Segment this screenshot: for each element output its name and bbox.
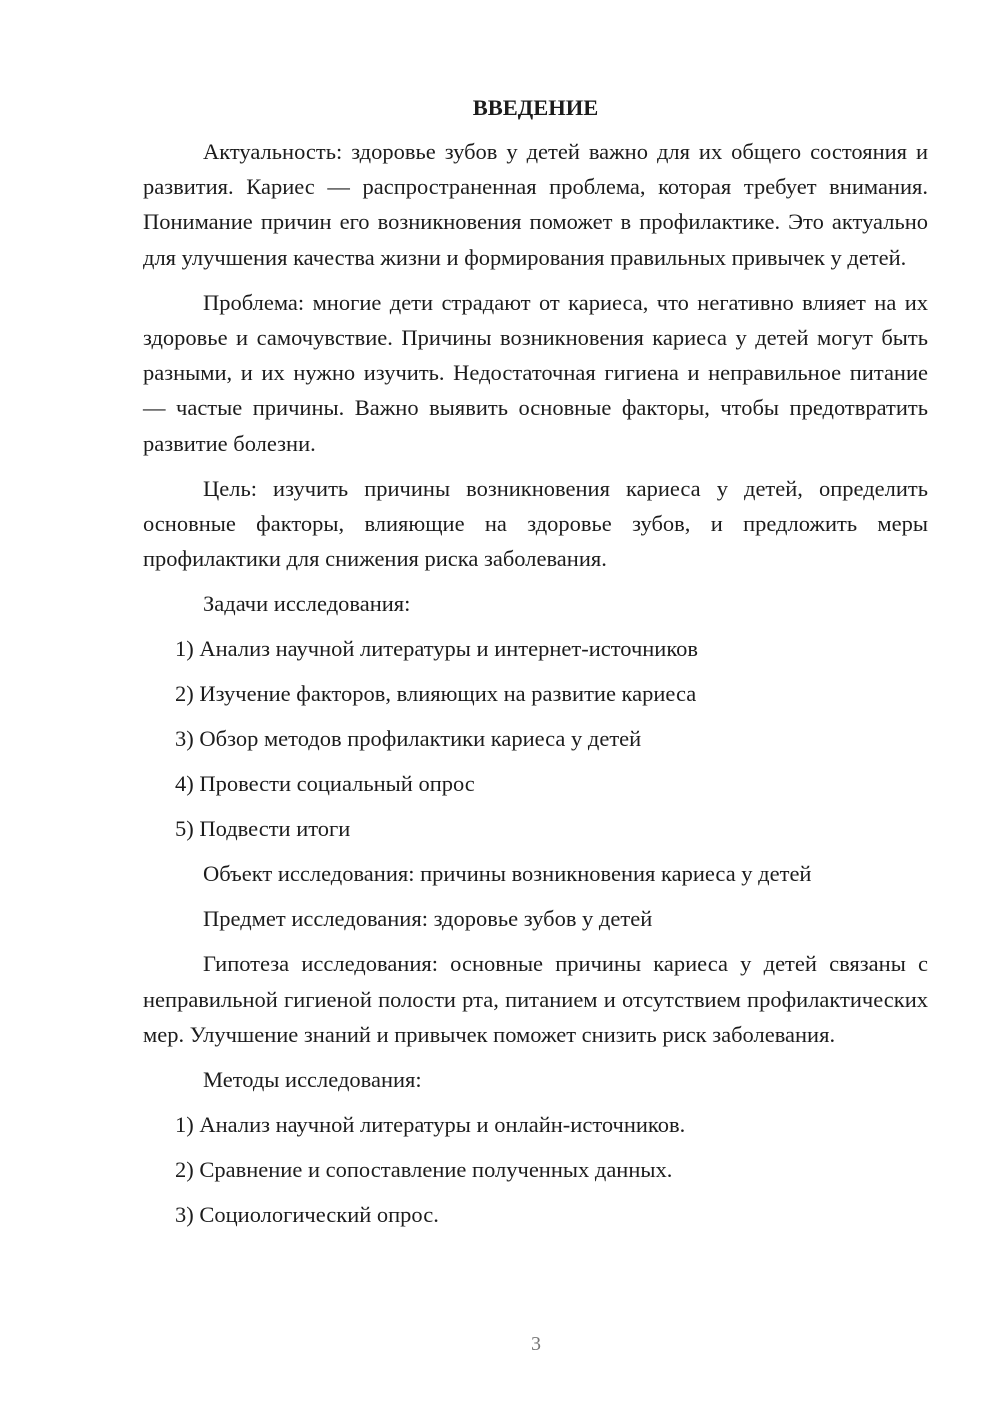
- hypothesis-paragraph: Гипотеза исследования: основные причины кариеса у детей связаны с неправильной гигиеной полости рта, питанием и отсутствием профилактических мер. Улучшение знаний и привычек поможет снизить риск заболевания.: [143, 951, 928, 1047]
- relevance-paragraph: Актуальность: здоровье зубов у детей важно для их общего состояния и развития. Кариес — распространенная проблема, которая требует внимания. Понимание причин его возникновения поможет в профилактике. Это актуально для улучшения качества жизни и формирования правильных привычек у детей.: [143, 139, 928, 270]
- methods-list: [143, 1107, 928, 1232]
- problem-paragraph: Проблема: многие дети страдают от кариеса, что негативно влияет на их здоровье и самочувствие. Причины возникновения кариеса у детей могут быть разными, и их нужно изучить. Недостаточная гигиена и неправильное питание — частые причины. Важно выявить основные факторы, чтобы предотвратить развитие болезни.: [143, 289, 928, 456]
- task-item: 1) Анализ научной литературы и интернет-источников: [175, 636, 699, 662]
- method-item: 3) Социологический опрос.: [175, 1202, 439, 1228]
- page-content: [143, 90, 928, 1242]
- goal-paragraph: Цель: изучить причины возникновения кариеса у детей, определить основные факторы, влияющие на здоровье зубов, и предложить меры профилактики для снижения риска заболевания.: [143, 475, 928, 572]
- task-item: 4) Провести социальный опрос: [175, 771, 475, 797]
- method-item: 2) Сравнение и сопоставление полученных данных.: [175, 1157, 673, 1183]
- section-title: ВВЕДЕНИЕ: [472, 95, 599, 120]
- tasks-heading: Задачи исследования:: [203, 591, 411, 617]
- tasks-list: [143, 631, 928, 846]
- task-item: 3) Обзор методов профилактики кариеса у детей: [175, 726, 642, 752]
- page-number: 3: [531, 1333, 541, 1355]
- research-subject: Предмет исследования: здоровье зубов у детей: [203, 906, 653, 932]
- research-object: Объект исследования: причины возникновения кариеса у детей: [203, 861, 812, 887]
- task-item: 5) Подвести итоги: [175, 816, 351, 842]
- task-item: 2) Изучение факторов, влияющих на развитие кариеса: [175, 681, 697, 707]
- methods-heading: Методы исследования:: [203, 1067, 422, 1093]
- method-item: 1) Анализ научной литературы и онлайн-источников.: [175, 1112, 686, 1138]
